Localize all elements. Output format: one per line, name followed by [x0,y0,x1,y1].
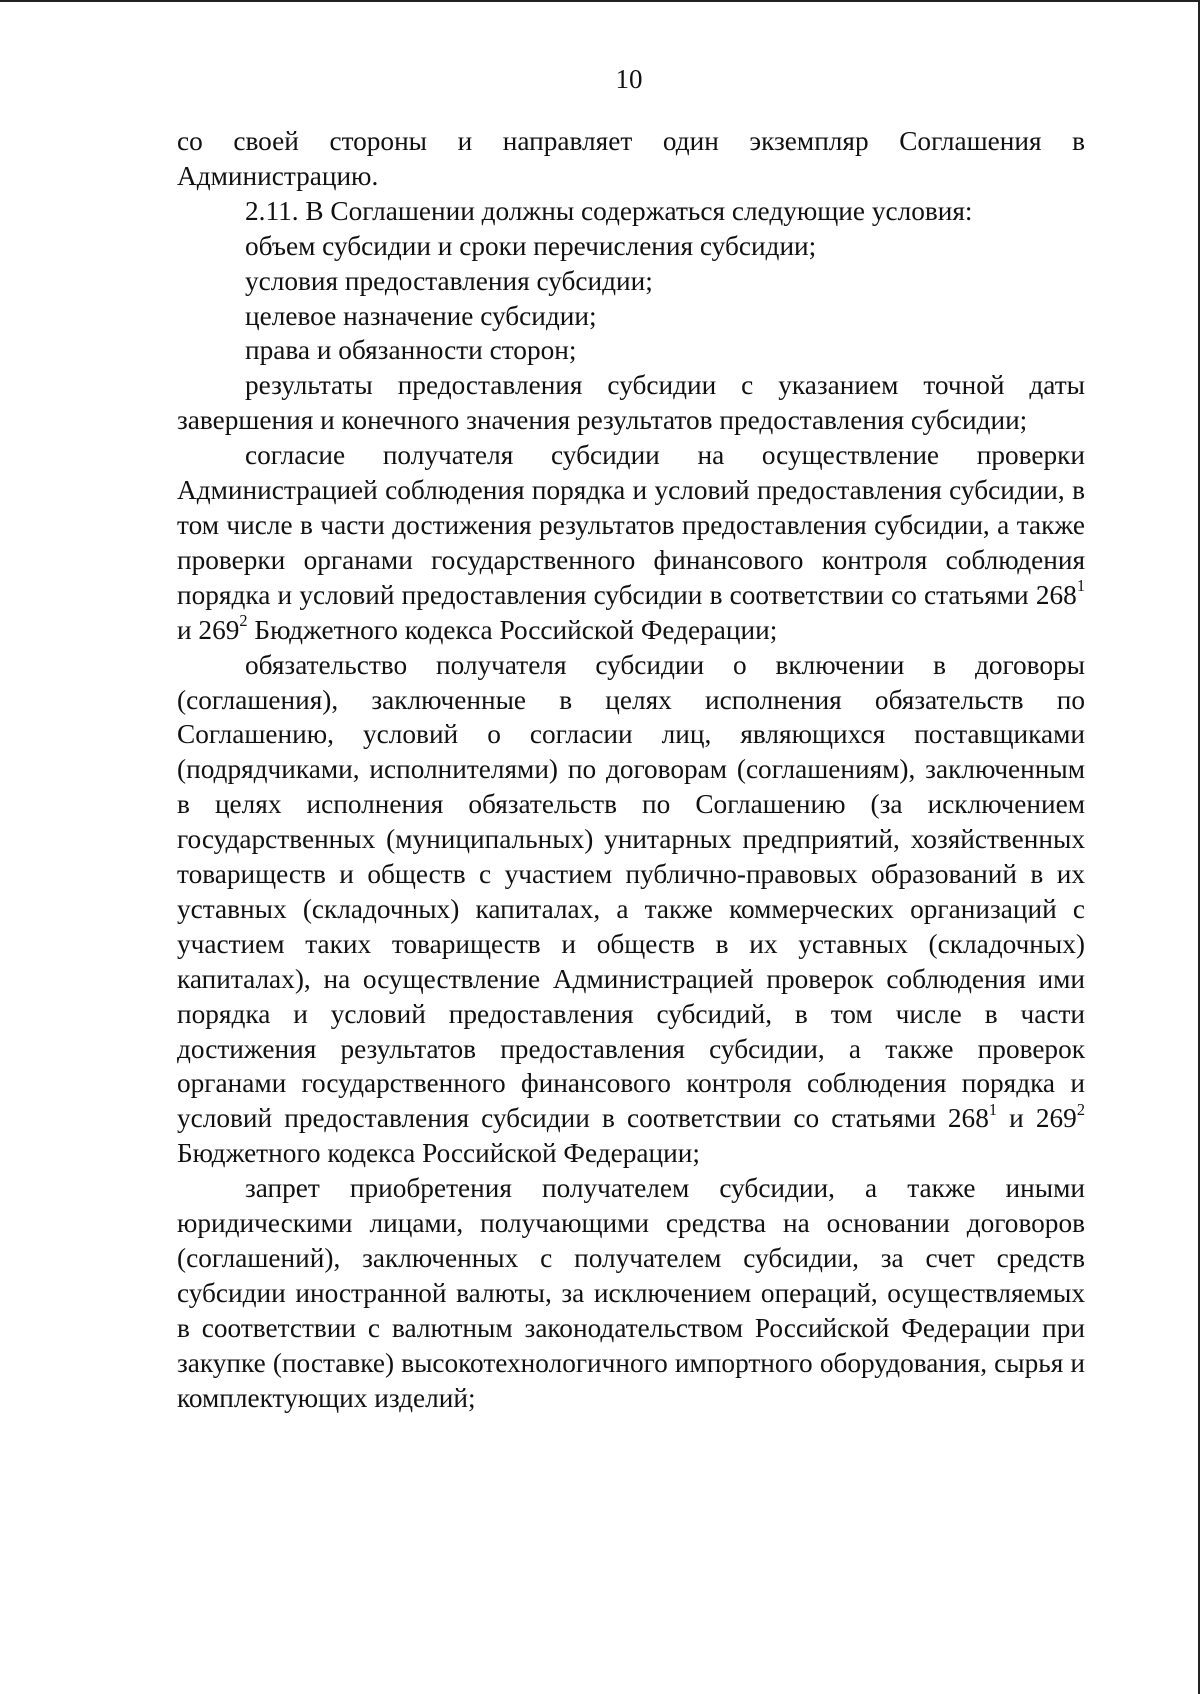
paragraph-text: и 269 [177,614,240,645]
paragraph-text: Бюджетного кодекса Российской Федерации; [177,1138,700,1169]
document-body [177,124,1085,1416]
paragraph-condition-rights: права и обязанности сторон; [245,335,577,366]
paragraph-condition-terms: условия предоставления субсидии; [245,265,653,296]
paragraph-condition-ban: запрет приобретения получателем субсидии, а также иными юридическими лицами, получающими средства на основании договоров (соглашений), заключенных с получателем субсидии, за счет средств субсидии иностранной валюты, за исключением операций, осуществляемых в соответствии с валютным законодательством Российской Федерации при закупке (поставке) высокотехнологичного импортного оборудования, сырья и комплектующих изделий; [177,1173,1085,1413]
superscript: 1 [988,1099,998,1119]
paragraph-text: и 269 [997,1103,1077,1134]
paragraph-clause-2-11: 2.11. В Соглашении должны содержаться следующие условия: [245,195,973,226]
paragraph-text: Бюджетного кодекса Российской Федерации; [247,614,778,645]
paragraph-condition-results: результаты предоставления субсидии с указанием точной даты завершения и конечного значения результатов предоставления субсидии; [177,370,1085,436]
paragraph-continuation: со своей стороны и направляет один экземпляр Соглашения в Администрацию. [177,126,1085,191]
paragraph-condition-volume: объем субсидии и сроки перечисления субсидии; [245,230,817,261]
paragraph-condition-consent [177,438,1085,647]
superscript: 2 [239,611,248,631]
paragraph-text: обязательство получателя субсидии о включении в договоры (соглашения), заключенные в целях исполнения обязательств по Соглашению, условий о согласии лиц, являющихся поставщиками (подрядчиками, исполнителями) по договорам (соглашениям), заключенным в целях исполнения обязательств по Соглашению (за исключением государственных (муниципальных) унитарных предприятий, хозяйственных товариществ и обществ с участием публично-правовых образований в их уставных (складочных) капиталах, а также коммерческих организаций с участием таких товариществ и обществ в их уставных (складочных) капиталах), на осуществление Администрацией проверок соблюдения ими порядка и условий предоставления субсидий, в том числе в части достижения результатов предоставления субсидии, а также проверок органами государственного финансового контроля соблюдения порядка и условий предоставления субсидии в соответствии со статьями 268 [177,649,1085,1134]
superscript: 2 [1076,1099,1086,1119]
paragraph-text: согласие получателя субсидии на осуществление проверки Администрацией соблюдения порядка и условий предоставления субсидии, в том числе в части достижения результатов предоставления субсидии, а также проверки органами государственного финансового контроля соблюдения порядка и условий предоставления субсидии в соответствии со статьями 268 [177,440,1085,610]
paragraph-condition-purpose: целевое назначение субсидии; [245,300,597,331]
paragraph-condition-obligation [177,648,1085,1172]
superscript: 1 [1076,576,1085,596]
page-number: 10 [615,64,643,94]
